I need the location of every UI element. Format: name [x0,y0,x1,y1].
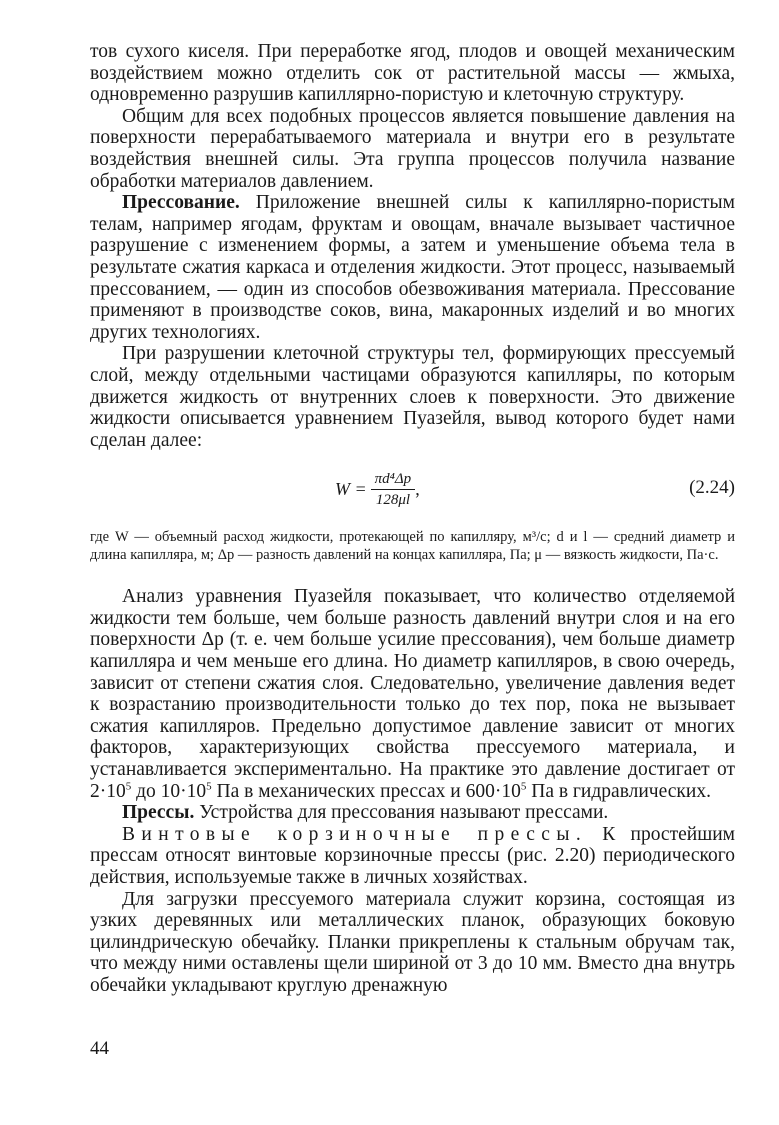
pressing-heading: Прессование. [122,192,240,214]
text-column [90,41,735,997]
exp-1: 5 [125,780,132,793]
analysis-end: Па в гидравлических. [526,780,711,802]
paragraph-2: Общим для всех подобных процессов является повышение давления на поверхности перерабатываемого материала и внутри его в результате воздействия внешней силы. Эта группа процессов получила название обработки материалов давлением. [90,105,735,192]
presses-heading: Прессы. [122,802,195,824]
poiseuille-equation [90,463,735,515]
paragraph-analysis [90,586,735,802]
pressing-text: Приложение внешней силы к капиллярно-пористым телам, например ягодам, фруктам и овощам, вначале вызывает частичное разрушение с изменением формы, а затем и уменьшение объема тела в результате сжатия каркаса и отделения жидкости. Этот процесс, называемый прессованием, — один из способов обезвоживания материала. Прессование применяют в производстве соков, вина, макаронных изделий и во многих других технологиях. [90,192,735,343]
exp-3: 5 [520,780,527,793]
paragraph-presses [90,802,735,824]
screw-presses-heading: Винтовые корзиночные прессы. [122,823,588,845]
analysis-text: Анализ уравнения Пуазейля показывает, что количество отделяемой жидкости тем больше, чем больше разность давлений внутри слоя и на его поверхности Δp (т. е. чем больше усилие прессования), чем больше диаметр капилляра и чем меньше его длина. Но диаметр капилляров, в свою очередь, зависит от степени сжатия слоя. Следовательно, увеличение давления ведет к возрастанию производительности только до тех пор, пока не вызывает сжатия капилляров. Предельно допустимое давление зависит от многих факторов, характеризующих свойства прессуемого материала, и устанавливается экспериментально. На практике это давление достигает от 2·10 [90,586,735,802]
exp-2: 5 [206,780,212,793]
formula [335,463,420,515]
paragraph-1: тов сухого киселя. При переработке ягод, плодов и овощей механическим воздействием можно отделить сок от растительной массы — жмыха, одновременно разрушив капиллярно-пористую и клеточную структуру. [90,41,735,106]
analysis-mid: до 10·10 [131,780,207,802]
equation-number: (2.24) [689,477,735,499]
page-number: 44 [90,1038,109,1059]
screw-presses-text: К простейшим прессам относят винтовые корзиночные прессы (рис. 2.20) периодического действия, используемые также в личных хозяйствах. [90,823,735,888]
formula-comma: , [415,478,420,499]
paragraph-pressing [90,192,735,343]
paragraph-basket: Для загрузки прессуемого материала служит корзина, состоящая из узких деревянных или металлических планок, образующих боковую цилиндрическую обечайку. Планки прикреплены к стальным обручам так, что между ними оставлены щели шириной от 3 до 10 мм. Вместо дна внутрь обечайки укладывают круглую дренажную [90,888,735,996]
formula-lhs: W = [335,478,367,499]
paragraph-screw-presses [90,824,735,889]
analysis-mid2: Па в механических прессах и 600·10 [211,780,521,802]
formula-numerator: πd⁴Δp [371,469,416,490]
formula-note: где W — объемный расход жидкости, протекающей по капилляру, м³/с; d и l — средний диаметр и длина капилляра, м; Δp — разность давлений на концах капилляра, Па; μ — вязкость жидкости, Па·с. [90,529,735,563]
paragraph-4: При разрушении клеточной структуры тел, формирующих прессуемый слой, между отдельными частицами образуются капилляры, по которым движется жидкость от внутренних слоев к поверхности. Это движение жидкости описывается уравнением Пуазейля, вывод которого будет нами сделан далее: [90,343,735,451]
formula-fraction [371,469,416,510]
formula-denominator: 128μl [375,491,411,508]
presses-text: Устройства для прессования называют прессами. [194,802,609,824]
